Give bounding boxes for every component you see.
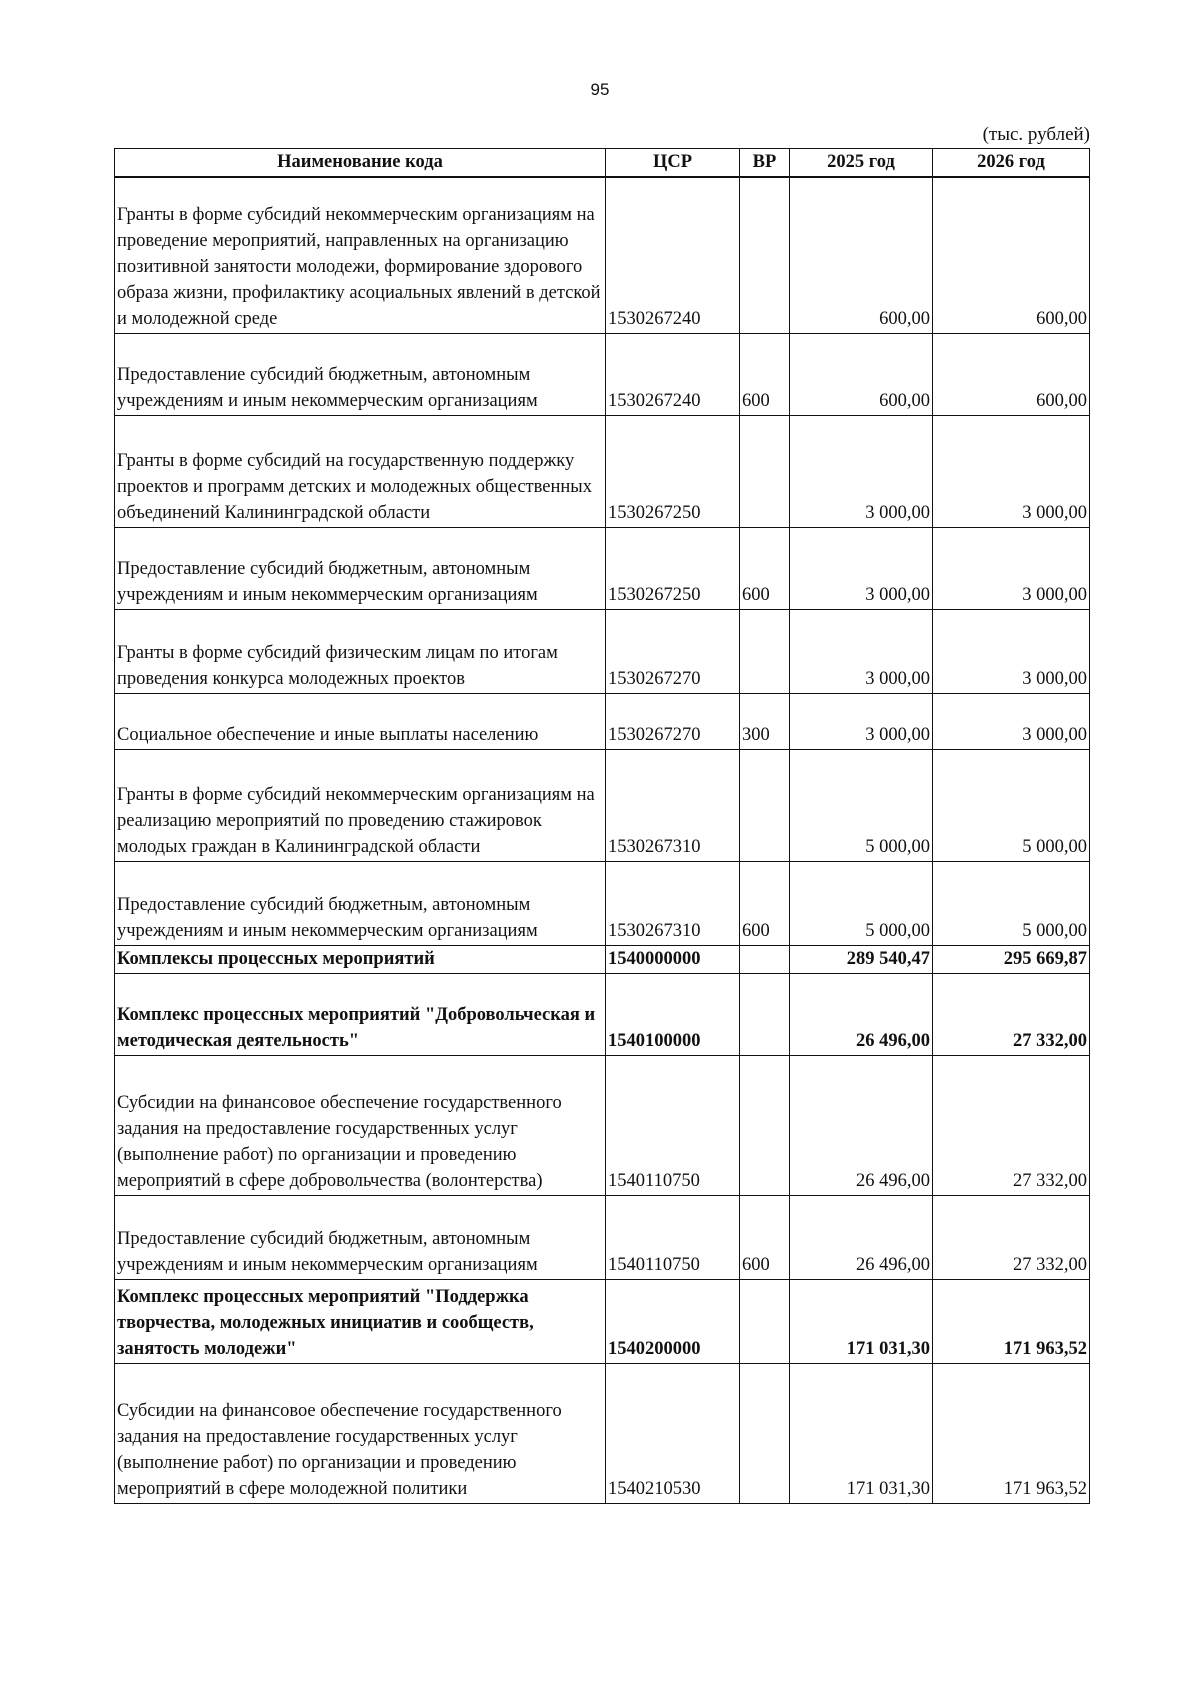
cell-2026: 27 332,00	[933, 973, 1090, 1055]
cell-2026: 27 332,00	[933, 1055, 1090, 1195]
table-row	[115, 415, 1090, 527]
cell-2025: 5 000,00	[790, 749, 933, 861]
cell-vr	[740, 415, 790, 527]
cell-name: Гранты в форме субсидий некоммерческим организациям на реализацию мероприятий по проведению стажировок молодых граждан в Калининградской области	[115, 749, 606, 861]
header-csr: ЦСР	[606, 149, 740, 178]
cell-vr	[740, 749, 790, 861]
cell-name: Предоставление субсидий бюджетным, автономным учреждениям и иным некоммерческим организациям	[115, 861, 606, 945]
cell-csr: 1540110750	[606, 1195, 740, 1279]
cell-name: Комплексы процессных мероприятий	[115, 945, 606, 973]
cell-2026: 3 000,00	[933, 415, 1090, 527]
cell-2026: 600,00	[933, 177, 1090, 333]
cell-vr	[740, 945, 790, 973]
cell-2026: 171 963,52	[933, 1279, 1090, 1363]
cell-2026: 3 000,00	[933, 609, 1090, 693]
cell-name: Субсидии на финансовое обеспечение государственного задания на предоставление государственных услуг (выполнение работ) по организации и проведению мероприятий в сфере добровольчества (волонтерства)	[115, 1055, 606, 1195]
table-body	[115, 177, 1090, 1503]
cell-name: Гранты в форме субсидий на государственную поддержку проектов и программ детских и молодежных общественных объединений Калининградской области	[115, 415, 606, 527]
header-2025: 2025 год	[790, 149, 933, 178]
cell-csr: 1540210530	[606, 1363, 740, 1503]
cell-2025: 3 000,00	[790, 609, 933, 693]
cell-2026: 295 669,87	[933, 945, 1090, 973]
cell-name: Субсидии на финансовое обеспечение государственного задания на предоставление государственных услуг (выполнение работ) по организации и проведению мероприятий в сфере молодежной политики	[115, 1363, 606, 1503]
table-row	[115, 333, 1090, 415]
cell-2025: 3 000,00	[790, 527, 933, 609]
table-row	[115, 693, 1090, 749]
cell-2025: 600,00	[790, 177, 933, 333]
cell-csr: 1530267250	[606, 527, 740, 609]
header-vr: ВР	[740, 149, 790, 178]
cell-vr: 600	[740, 333, 790, 415]
table-row	[115, 177, 1090, 333]
table-row	[115, 1279, 1090, 1363]
budget-table	[114, 148, 1090, 1504]
cell-csr: 1540200000	[606, 1279, 740, 1363]
cell-vr	[740, 1279, 790, 1363]
cell-csr: 1540100000	[606, 973, 740, 1055]
header-name: Наименование кода	[115, 149, 606, 178]
cell-csr: 1530267270	[606, 693, 740, 749]
cell-csr: 1530267240	[606, 333, 740, 415]
cell-name: Предоставление субсидий бюджетным, автономным учреждениям и иным некоммерческим организациям	[115, 527, 606, 609]
cell-csr: 1530267270	[606, 609, 740, 693]
cell-vr: 300	[740, 693, 790, 749]
cell-vr	[740, 973, 790, 1055]
page-number: 95	[590, 80, 610, 99]
table-header-row	[115, 149, 1090, 178]
cell-2026: 600,00	[933, 333, 1090, 415]
cell-2025: 289 540,47	[790, 945, 933, 973]
table-row	[115, 749, 1090, 861]
cell-2025: 26 496,00	[790, 1195, 933, 1279]
cell-2026: 171 963,52	[933, 1363, 1090, 1503]
cell-name: Предоставление субсидий бюджетным, автономным учреждениям и иным некоммерческим организациям	[115, 333, 606, 415]
cell-2026: 5 000,00	[933, 861, 1090, 945]
header-2026: 2026 год	[933, 149, 1090, 178]
cell-2025: 5 000,00	[790, 861, 933, 945]
cell-vr	[740, 1363, 790, 1503]
cell-vr: 600	[740, 861, 790, 945]
cell-csr: 1540000000	[606, 945, 740, 973]
cell-2025: 26 496,00	[790, 973, 933, 1055]
table-row	[115, 861, 1090, 945]
table-row	[115, 1363, 1090, 1503]
table-row	[115, 609, 1090, 693]
cell-vr	[740, 177, 790, 333]
cell-2026: 27 332,00	[933, 1195, 1090, 1279]
cell-name: Комплекс процессных мероприятий "Добровольческая и методическая деятельность"	[115, 973, 606, 1055]
cell-csr: 1530267240	[606, 177, 740, 333]
cell-2025: 171 031,30	[790, 1279, 933, 1363]
cell-name: Гранты в форме субсидий физическим лицам по итогам проведения конкурса молодежных проектов	[115, 609, 606, 693]
cell-vr: 600	[740, 527, 790, 609]
cell-name: Комплекс процессных мероприятий "Поддержка творчества, молодежных инициатив и сообществ, занятость молодежи"	[115, 1279, 606, 1363]
cell-2025: 3 000,00	[790, 693, 933, 749]
cell-2026: 5 000,00	[933, 749, 1090, 861]
table-row	[115, 1195, 1090, 1279]
cell-name: Предоставление субсидий бюджетным, автономным учреждениям и иным некоммерческим организациям	[115, 1195, 606, 1279]
cell-2026: 3 000,00	[933, 693, 1090, 749]
cell-vr	[740, 1055, 790, 1195]
cell-2025: 3 000,00	[790, 415, 933, 527]
table-row	[115, 973, 1090, 1055]
table-row	[115, 1055, 1090, 1195]
table-row	[115, 945, 1090, 973]
cell-vr: 600	[740, 1195, 790, 1279]
cell-name: Гранты в форме субсидий некоммерческим организациям на проведение мероприятий, направленных на организацию позитивной занятости молодежи, формирование здорового образа жизни, профилактику асоциальных явлений в детской и молодежной среде	[115, 177, 606, 333]
cell-2026: 3 000,00	[933, 527, 1090, 609]
table-row	[115, 527, 1090, 609]
cell-csr: 1540110750	[606, 1055, 740, 1195]
cell-2025: 171 031,30	[790, 1363, 933, 1503]
cell-csr: 1530267310	[606, 749, 740, 861]
cell-csr: 1530267310	[606, 861, 740, 945]
cell-2025: 600,00	[790, 333, 933, 415]
units-label: (тыс. рублей)	[982, 124, 1090, 145]
cell-vr	[740, 609, 790, 693]
cell-name: Социальное обеспечение и иные выплаты населению	[115, 693, 606, 749]
cell-csr: 1530267250	[606, 415, 740, 527]
cell-2025: 26 496,00	[790, 1055, 933, 1195]
